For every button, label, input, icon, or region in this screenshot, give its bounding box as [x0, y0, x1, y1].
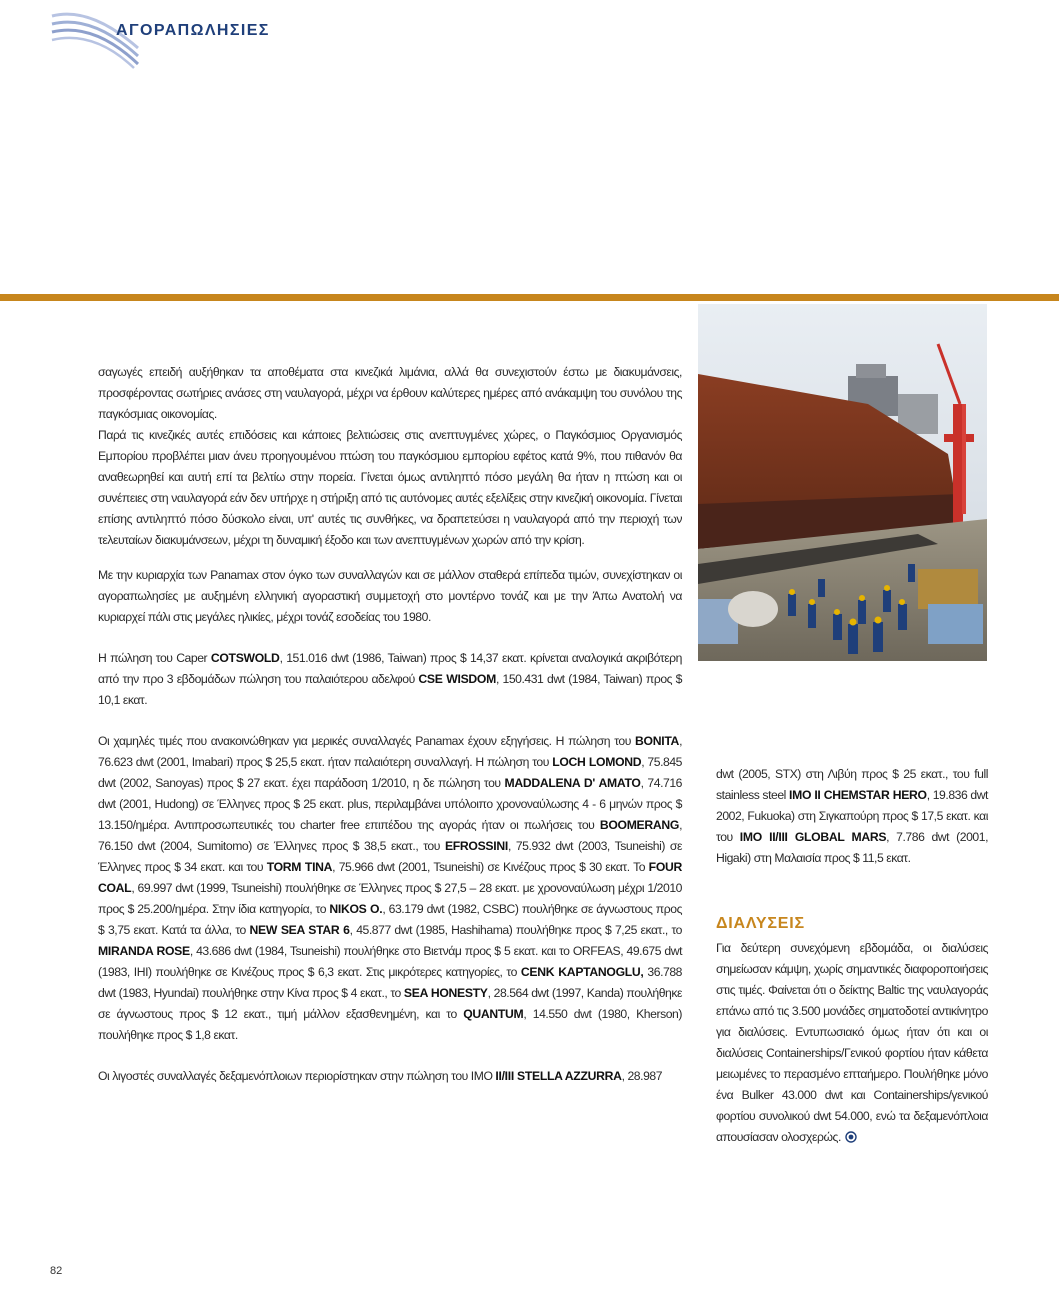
- vessel-name: NEW SEA STAR 6: [249, 923, 350, 937]
- paragraph: dwt (2005, STX) στη Λιβύη προς $ 25 εκατ., του full stainless steel IMO II CHEMSTAR HERO, 19.836 dwt 2002, Fukuoka) στη Σιγκαπούρη προς $ 17,5 εκατ. και του IMO II/III GLOBAL MARS, 7.786 dwt (2001, Higaki) στη Μαλαισία προς $ 11,5 εκατ.: [716, 767, 988, 865]
- paragraph: Η πώληση του Caper COTSWOLD, 151.016 dwt (1986, Taiwan) προς $ 14,37 εκατ. κρίνεται αναλογικά ακριβότερη από την προ 3 εβδομάδων πώληση του παλαιότερου αδελφού CSE WISDOM, 150.431 dwt (1984, Taiwan) προς $ 10,1 εκατ.: [98, 651, 682, 707]
- section-header: [50, 8, 370, 72]
- paragraph: Παρά τις κινεζικές αυτές επιδόσεις και κάποιες βελτιώσεις στις ανεπτυγμένες χώρες, ο Παγκόσμιος Οργανισμός Εμπορίου προβλέπει μιαν άνευ προηγουμένου πτώση του παγκόσμιου εμπορίου εφέτος κατά 9%, που πιθανόν θα αναθεωρηθεί και αυτή επί τα βελτίω στην πορεία. Γίνεται όμως αντιληπτό πόσο μεγάλη θα ήταν η πτώση και οι συνέπειες στη ναυλαγορά εάν δεν υπήρχε η στήριξη από τις αυτόνομες αυτές εξελίξεις στην κινεζική οικονομία. Γίνεται επίσης αντιληπτό πόσο δύσκολο είναι, υπ' αυτές τις συνθήκες, να δραπετεύσει η ναυλαγορά από την περιοχή των τελευταίων διακυμάνσεων, μέχρι τη δυναμική έξοδο και των ανεπτυγμένων χωρών από την κρίση.: [98, 428, 682, 547]
- page-number: 82: [50, 1265, 63, 1277]
- vessel-name: EFROSSINI: [444, 839, 508, 853]
- section-title: ΑΓΟΡΑΠΩΛΗΣΙΕΣ: [116, 22, 270, 39]
- vessel-name: II/III STELLA AZZURRA: [495, 1069, 622, 1083]
- paragraph: Για δεύτερη συνεχόμενη εβδομάδα, οι διαλύσεις σημείωσαν κάμψη, χωρίς σημαντικές διαφοροποιήσεις στις τιμές. Φαίνεται ότι ο δείκτης Baltic της ναυλαγοράς επάνω από τις 3.500 μονάδες σηματοδοτεί αντικίνητρο για διαλύσεις. Εντυπωσιακό όμως ήταν ότι και οι διαλύσεις Containerships/Γενικού φορτίου ήταν κάθετα μειωμένες το περασμένο επταήμερο. Πουλήθηκε μόνο ένα Bulker 43.000 dwt και Containerships/γενικού φορτίου συνολικού dwt 54.000, ενώ τα δεξαμενόπλοια απουσίασαν ολοσχερώς.: [716, 938, 988, 1150]
- article-left-column: [98, 362, 682, 1087]
- paragraph: Με την κυριαρχία των Panamax στον όγκο των συναλλαγών και σε μάλλον σταθερά επίπεδα τιμών, συνεχίστηκαν οι αγοραπωλησίες με αυξημένη ελληνική αγοραστική συμμετοχή στο μοντέρνο τονάζ και με την Άπω Ανατολή να κυριαρχεί πάλι στις μεγάλες ηλικίες, μέχρι τονάζ εσοδείας του 1980.: [98, 568, 682, 624]
- paragraph: σαγωγές επειδή αυξήθηκαν τα αποθέματα στα κινεζικά λιμάνια, αλλά θα συνεχιστούν έστω με διακυμάνσεις, προσφέροντας σωτήριες ανάσες στη ναυλαγορά, μέχρι να έρθουν καλύτερες ημέρες από ανάκαμψη του συνόλου της παγκόσμιας οικονομίας.: [98, 365, 682, 421]
- vessel-name: CENK KAPTANOGLU,: [520, 965, 644, 979]
- vessel-name: MIRANDA ROSE: [98, 944, 190, 958]
- vessel-name: TORM TINA: [266, 860, 333, 874]
- vessel-name: QUANTUM: [463, 1007, 524, 1021]
- vessel-name: SEA HONESTY: [403, 986, 488, 1000]
- vessel-name: FOUR COAL: [98, 860, 682, 895]
- vessel-name: LOCH LOMOND: [552, 755, 642, 769]
- vessel-name: IMO II CHEMSTAR HERO: [789, 788, 927, 802]
- paragraph: Οι λιγοστές συναλλαγές δεξαμενόπλοιων περιορίστηκαν στην πώληση του IMO II/III STELLA AZZURRA, 28.987: [98, 1069, 663, 1083]
- vessel-name: BONITA: [635, 734, 680, 748]
- end-of-article-icon: [845, 1129, 857, 1150]
- ship-in-shipyard-photo: [698, 304, 987, 661]
- vessel-name: MADDALENA D' AMATO: [504, 776, 641, 790]
- paragraph: Οι χαμηλές τιμές που ανακοινώθηκαν για μερικές συναλλαγές Panamax έχουν εξηγήσεις. Η πώληση του BONITA, 76.623 dwt (2001, Imabari) προς $ 25,5 εκατ. ήταν παλαιότερη συναλλαγή. Η πώληση του LOCH LOMOND, 75.845 dwt (2002, Sanoyas) προς $ 27 εκατ. έχει παράδοση 1/2010, η δε πώληση του MADDALENA D' AMATO, 74.716 dwt (2001, Hudong) σε Έλληνες προς $ 25 εκατ. plus, περιλαμβάνει υπόλοιπο χρονοναύλωσης 4 - 6 μηνών προς $ 13.150/ημέρα. Αντιπροσωπευτικές του charter free επιπέδου της αγοράς ήταν οι πωλήσεις του BOOMERANG, 76.150 dwt (2004, Sumitomo) σε Έλληνες προς $ 38,5 εκατ., του EFROSSINI, 75.932 dwt (2003, Tsuneishi) σε Έλληνες προς $ 34 εκατ. και του TORM TINA, 75.966 dwt (2001, Tsuneishi) σε Κινέζους προς $ 30 εκατ. Το FOUR COAL, 69.997 dwt (1999, Tsuneishi) πουλήθηκε σε Έλληνες προς $ 27,5 – 28 εκατ. με χρονοναύλωση μέχρι 1/2010 προς $ 25.200/ημέρα. Στην ίδια κατηγορία, το NIKOS O., 63.179 dwt (1982, CSBC) πουλήθηκε σε άγνωστους προς $ 3,75 εκατ. Κατά τα άλλα, το NEW SEA STAR 6, 45.877 dwt (1985, Hashihama) πουλήθηκε προς $ 7,25 εκατ., το MIRANDA ROSE, 43.686 dwt (1984, Tsuneishi) πουλήθηκε στο Βιετνάμ προς $ 5 εκατ. και το ORFEAS, 49.675 dwt (1983, IHI) πουλήθηκε σε Κινέζους προς $ 6,3 εκατ. Στις μικρότερες κατηγορίες, το CENK KAPTANOGLU, 36.788 dwt (1983, Hyundai) πουλήθηκε στην Κίνα προς $ 4 εκατ., το SEA HONESTY, 28.564 dwt (1997, Kanda) πουλήθηκε σε άγνωστους προς $ 12 εκατ., τιμή μάλλον εξασθενημένη, και το QUANTUM, 14.550 dwt (1980, Kherson) πουλήθηκε προς $ 1,8 εκατ.: [98, 734, 683, 1042]
- vessel-name: IMO II/III GLOBAL MARS: [739, 830, 887, 844]
- wave-stripes-icon: [50, 8, 150, 72]
- divider-rule: [0, 294, 1059, 301]
- vessel-name: BOOMERANG: [599, 818, 680, 832]
- vessel-name: NIKOS O.: [329, 902, 383, 916]
- vessel-name: COTSWOLD: [210, 651, 280, 665]
- article-right-column: [716, 764, 988, 1150]
- subsection-heading: ΔΙΑΛΥΣΕΙΣ: [716, 915, 805, 932]
- vessel-name: CSE WISDOM: [418, 672, 496, 686]
